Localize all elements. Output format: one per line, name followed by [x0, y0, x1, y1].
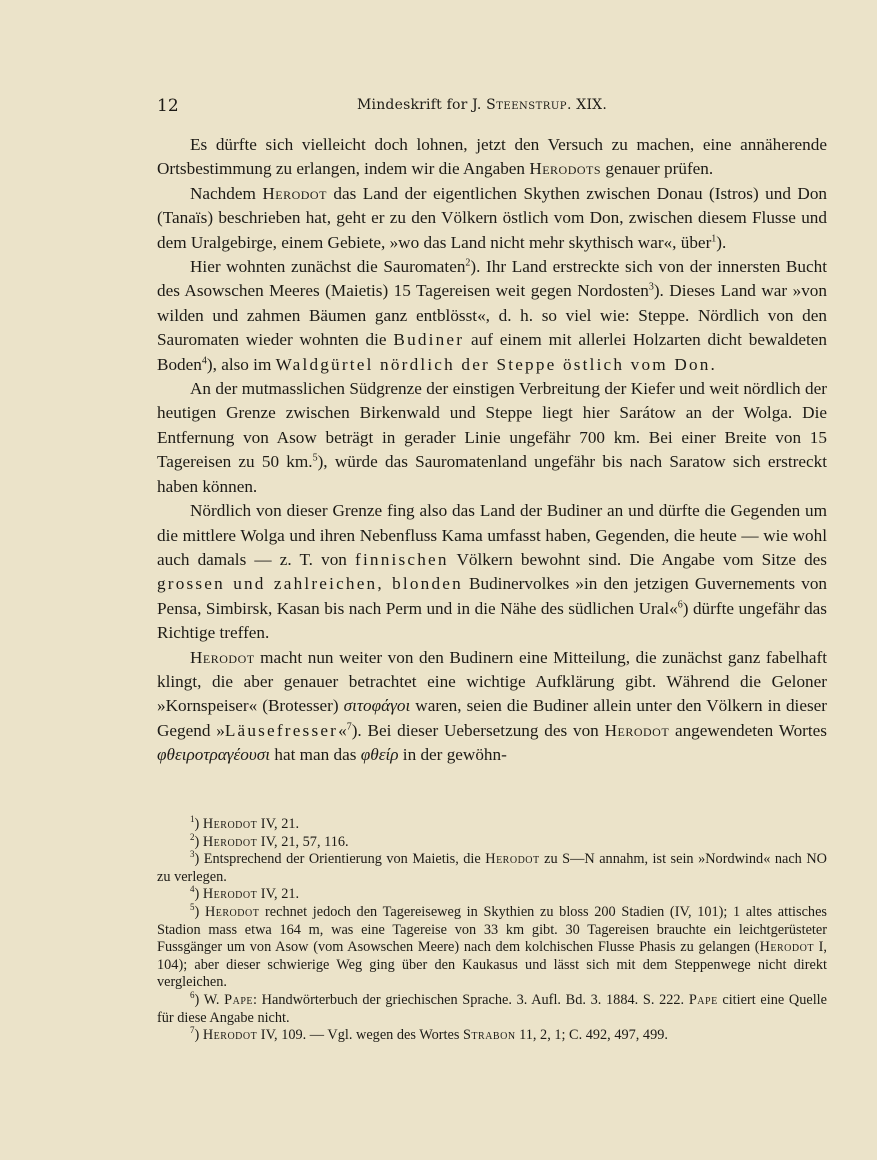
greek-word: φθείρ [360, 745, 399, 765]
footnote: $^4$) Herodot IV, 21. [190, 884, 300, 903]
greek-word: φθειροτραγέουσι [157, 745, 271, 765]
footnote: $^5$) Herodot rechnet jedoch den Tagereiseweg in Skythien zu bloss 200 Stadien (IV, 101); 1 altes attisches Stadion mass etwa 164 m, was eine Tagereise von 33 km gibt. 30 Tagereisen brauchte ein leichtgerüsteter Fussgänger um von Asow (vom Asowschen Meere) nach dem kolchischen Flusse Phasis zu gelangen (Herodot I, 104); aber dieser schwierige Weg ging über den Kaukasus und lässt sich mit dem Steppenwege nicht direkt vergleichen. [157, 902, 827, 991]
footnote-ref-6[interactable]: 6 [677, 598, 683, 610]
footnote: $^3$) Entsprechend der Orientierung von Maietis, die Herodot zu S—N annahm, ist sein »Nordwind« nach NO zu verlegen. [157, 849, 827, 885]
footnote: $^7$) Herodot IV, 109. — Vgl. wegen des Wortes Strabon 11, 2, 1; C. 492, 497, 499. [190, 1025, 668, 1044]
paragraph-6: Herodot macht nun weiter von den Budinern eine Mitteilung, die zunächst ganz fabelhaft klingt, die aber genauer betrachtet eine wichtige Aufklärung gibt. Während die Geloner »Kornspeiser« (Brotesser) σιτοφάγοι waren, seien die Budiner allein unter den Völkern in dieser Gegend »Läusefresser«$^7$). Bei dieser Uebersetzung des von Herodot angewendeten Wortes φθειροτραγέουσι hat man das φθείρ in der gewöhn- [157, 647, 827, 765]
paragraph-5: Nördlich von dieser Grenze fing also das Land der Budiner an und dürfte die Gegenden um die mittlere Wolga und ihren Nebenfluss Kama umfasst haben, Gegenden, die heute — wie wohl auch damals — z. T. von finnischen Völkern bewohnt sind. Die Angabe vom Sitze des grossen und zahlreichen, blonden Budinervolkes »in den jetzigen Guvernements von Pensa, Simbirsk, Kasan bis nach Perm und in die Nähe des südlichen Ural«$^6$) dürfte ungefähr das Richtige treffen. [157, 501, 828, 643]
page-number: 12 [157, 96, 179, 116]
paragraph-4: An der mutmasslichen Südgrenze der einstigen Verbreitung der Kiefer und weit nördlich der heutigen Grenze zwischen Birkenwald und Steppe liegt hier Sarátow an der Wolga. Die Entfernung von Asow beträgt in gerader Linie ungefähr 700 km. Bei einer Breite von 15 Tagereisen zu 50 km.$^5$), würde das Sauromatenland ungefähr bis nach Saratow sich erstreckt haben können. [157, 379, 827, 496]
footnote: $^6$) W. Pape: Handwörterbuch der griechischen Sprache. 3. Aufl. Bd. 3. 1884. S. 222. Pape citiert eine Quelle für diese Angabe nicht. [157, 990, 827, 1026]
running-title: Mindeskrift for J. Steenstrup. XIX. [357, 97, 607, 113]
paragraph-1: Es dürfte sich vielleicht doch lohnen, jetzt den Versuch zu machen, eine annäherende Ortsbestimmung zu erlangen, indem wir die Angaben Herodots genauer prüfen. [157, 135, 827, 179]
footnote-ref-7[interactable]: 7 [346, 721, 352, 733]
footnote: $^2$) Herodot IV, 21, 57, 116. [190, 831, 349, 850]
footnote-ref-2[interactable]: 2 [465, 257, 471, 269]
footnotes [157, 816, 827, 1045]
page-header [157, 96, 827, 118]
main-text [157, 133, 827, 768]
footnote-ref-3[interactable]: 3 [648, 281, 654, 293]
paragraph-3: Hier wohnten zunächst die Sauromaten$^2$). Ihr Land erstreckte sich von der innersten Bucht des Asowschen Meeres (Maietis) 15 Tagereisen weit gegen Nordosten$^3$). Dieses Land war »von wilden und zahmen Bäumen ganz entblösst«, d. h. so viel wie: Steppe. Nördlich von den Sauromaten wieder wohnten die Budiner auf einem mit allerlei Holzarten dicht bewaldeten Boden$^4$), also im Waldgürtel nördlich der Steppe östlich vom Don. [157, 257, 827, 374]
footnote: $^1$) Herodot IV, 21. [190, 814, 300, 832]
footnote-ref-4[interactable]: 4 [201, 354, 207, 366]
greek-word: σιτοφάγοι [343, 696, 411, 716]
paragraph-2: Nachdem Herodot das Land der eigentlichen Skythen zwischen Donau (Istros) und Don (Tanaïs) beschrieben hat, geht er zu den Völkern östlich vom Don, zwischen diesem Flusse und dem Uralgebirge, einem Gebiete, »wo das Land nicht mehr skythisch war«, über$^1$). [157, 183, 828, 252]
footnote-ref-1[interactable]: 1 [711, 232, 717, 244]
footnote-ref-5[interactable]: 5 [312, 452, 318, 464]
